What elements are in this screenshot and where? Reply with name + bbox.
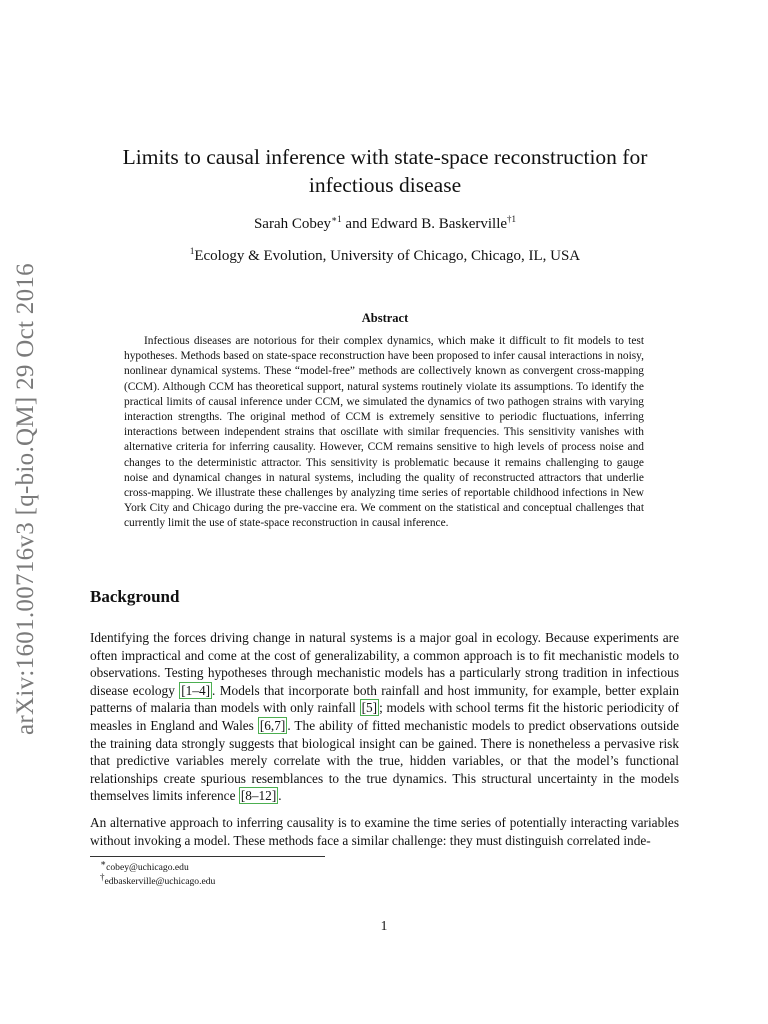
footnote xyxy=(100,871,216,888)
page-number: 1 xyxy=(380,918,388,933)
footnote-email: cobey@uchicago.edu xyxy=(106,862,189,873)
section-heading-background: Background xyxy=(90,587,180,606)
arxiv-identifier: arXiv:1601.00716v3 [q-bio.QM] 29 Oct 2016 xyxy=(12,263,39,735)
author-line xyxy=(90,216,680,233)
author-marks: ∗1 xyxy=(331,214,342,224)
footnote-divider xyxy=(90,856,325,857)
affiliation xyxy=(90,248,680,265)
author-name: Sarah Cobey xyxy=(253,216,332,232)
citation-link[interactable]: [8–12] xyxy=(240,788,277,804)
paragraph-text: ; models with school terms fit the historic periodicity of measles in England and Wales xyxy=(90,700,679,733)
footnote-email: edbaskerville@uchicago.edu xyxy=(104,876,216,887)
paper-title: Limits to causal inference with state-space reconstruction for infectious disease xyxy=(122,145,648,197)
abstract-heading: Abstract xyxy=(361,311,409,325)
affiliation-text: Ecology & Evolution, University of Chicago, Chicago, IL, USA xyxy=(194,248,581,264)
citation-link[interactable]: [1–4] xyxy=(181,682,211,698)
author-conjunction: and xyxy=(341,216,371,232)
paragraph-text: . The ability of fitted mechanistic models to predict observations outside the training data strongly suggests that biological insight can be gained. There is nonetheless a pervasive risk that predictive variables merely correlate with the true, hidden variables, or that the model’s functional relationships create spurious resemblances to the true dynamics. This structural uncertainty in the models themselves limits inference xyxy=(90,717,679,804)
paragraph-text: Identifying the forces driving change in natural systems is a major goal in ecology. Because experiments are often impractical and come at the cost of generalizability, a common approach is to fit mechanistic models to observations. Testing hypotheses through mechanistic models has a particularly strong tradition in infectious disease ecology xyxy=(90,630,679,698)
author-marks: †1 xyxy=(507,214,517,224)
footnote-mark: † xyxy=(100,871,105,882)
affiliation-mark: 1 xyxy=(189,246,195,256)
background-paragraph-1 xyxy=(90,629,679,805)
author-name: Edward B. Baskerville xyxy=(370,216,508,232)
footnote xyxy=(100,857,189,874)
arxiv-sidebar xyxy=(12,254,56,744)
footnote-mark: ∗ xyxy=(100,857,107,868)
paragraph-text: . Models that incorporate both rainfall and host immunity, for example, better explain patterns of malaria than models with only rainfall xyxy=(90,682,680,716)
background-paragraph-2: An alternative approach to inferring causality is to examine the time series of potentially interacting variables without invoking a model. These methods face a similar challenge: they must distinguish correlated inde- xyxy=(90,815,679,848)
citation-link[interactable]: [6,7] xyxy=(259,717,286,733)
paragraph-text: . xyxy=(278,788,282,804)
abstract-text: Infectious diseases are notorious for their complex dynamics, which make it difficult to fit models to test hypotheses. Methods based on state-space reconstruction have been proposed to infer causal interactions in noisy, nonlinear dynamical systems. These “model-free” methods are collectively known as convergent cross-mapping (CCM). Although CCM has theoretical support, natural systems routinely violate its assumptions. To identify the practical limits of causal inference under CCM, we simulated the dynamics of two pathogen strains with varying interaction strengths. The original method of CCM is extremely sensitive to periodic fluctuations, inferring interactions between independent strains that oscillate with similar frequencies. This sensitivity vanishes with alternative criteria for inferring causality. However, CCM remains sensitive to high levels of process noise and changes to the deterministic attractor. This sensitivity is problematic because it remains challenging to gauge noise and dynamical changes in natural systems, including the quality of reconstructed attractors that underlie cross-mapping. We illustrate these challenges by analyzing time series of reportable childhood infections in New York City and Chicago during the pre-vaccine era. We comment on the statistical and conceptual challenges that currently limit the use of state-space reconstruction in causal inference. xyxy=(124,335,644,530)
citation-link[interactable]: [5] xyxy=(361,700,378,716)
